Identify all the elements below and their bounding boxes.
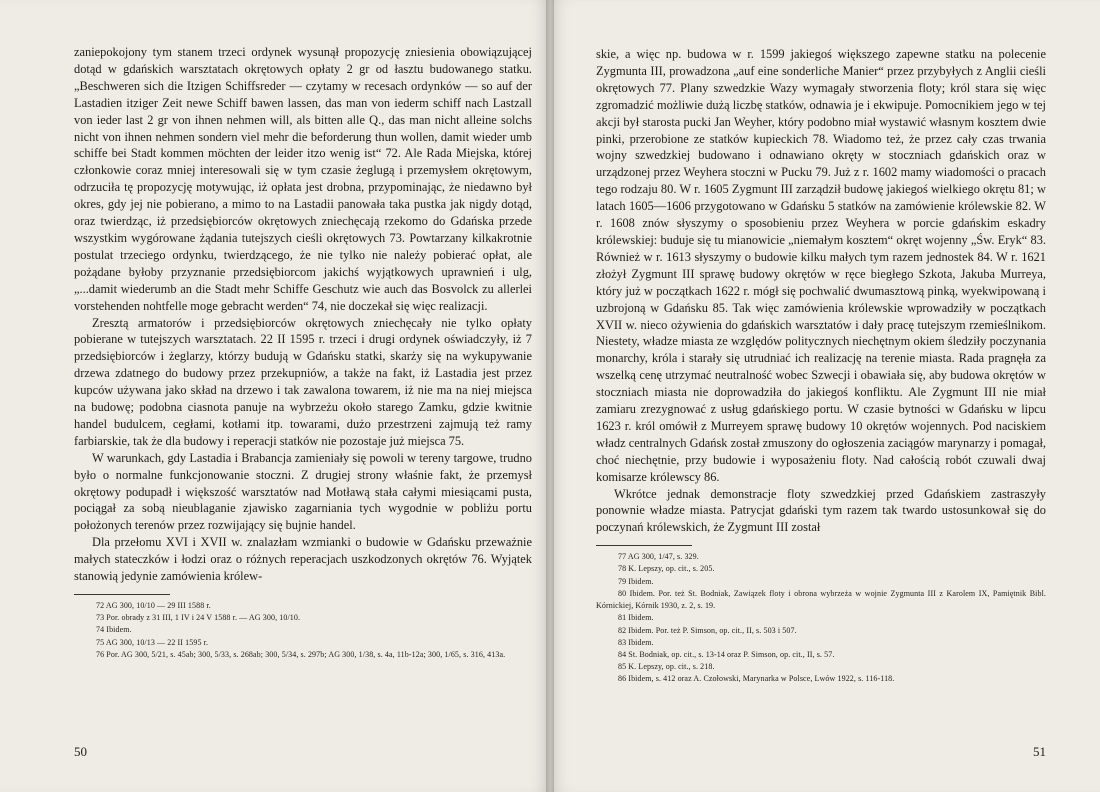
footnote: 83 Ibidem.: [618, 637, 654, 647]
footnote: 86 Ibidem, s. 412 oraz A. Czołowski, Marynarka w Polsce, Lwów 1922, s. 116-118.: [618, 674, 895, 684]
footnote: 80 Ibidem. Por. też St. Bodniak, Zawiązek floty i obrona wybrzeża w wojnie Zygmunta III z Karolem IX, Pamiętnik Bibl. Kórnickiej, Kórnik 1930, z. 2, s. 19.: [596, 588, 1046, 611]
page-number-right: 51: [1033, 744, 1046, 759]
footnote-divider: [596, 545, 692, 546]
right-body-text: [596, 46, 1046, 536]
footnote: 81 Ibidem.: [618, 613, 654, 623]
footnote: 82 Ibidem. Por. też P. Simson, op. cit., II, s. 503 i 507.: [618, 625, 797, 635]
book-gutter: [546, 0, 554, 792]
paragraph: Wkrótce jednak demonstracje floty szwedzkiej przed Gdańskiem zastraszyły ponownie władze miasta. Patrycjat gdański tym razem tak twardo ustosunkował się do poczynań królewskich, że Zygmunt III został: [596, 486, 1046, 535]
left-body-text: [74, 44, 532, 585]
right-page: [550, 0, 1100, 792]
footnote: 74 Ibidem.: [96, 625, 132, 635]
right-footnotes: [596, 551, 1046, 685]
footnote: 77 AG 300, 1/47, s. 329.: [618, 552, 699, 562]
paragraph: zaniepokojony tym stanem trzeci ordynek wysunął propozycję zniesienia obowiązującej dotąd w gdańskich warsztatach okrętowych opłaty 2 gr od łasztu budowanego statku. „Beschweren sich die Itzigen Schiffsreder — czytamy w recesach ordynków — so auf der Lastadien itziger Zeit newe Schiff bawen lassen, das man von iederm schiff nach Lastzall von ieder last 2 gr von ihnen nehmen will, als bitten alle Q., das man nicht alleine solchs nicht von ihnen nehmen sondern viel mehr die beforderung thun wollen, damit wieder umb schiffe bei Stadt kommen möchten der leider itzo wenig ist“ 72. Ale Rada Miejska, której członkowie coraz mniej interesowali się w tym czasie żeglugą i przemysłem okrętowym, odrzuciła tę propozycję motywując, iż opłata jest drobna, przypominając, że niedawno był okres, gdy jej nie pobierano, a mimo to na Lastadii panowała taka pustka jak nigdy dotąd, oraz twierdząc, iż przedsiębiorców okrętowych zniechęcają rzekomo do Gdańska przede wszystkim wygórowane żądania tutejszych cieśli okrętowych 73. Powtarzany kilkakrotnie postulat trzeciego ordynku, twierdzącego, że nie tylko nie należy pobierać opłat, ale pożądane byłoby przyznanie przedsiębiorcom jakichś wyjątkowych uprawnień i ulg, „...damit wiederumb an die Stadt mehr Schiffe Geschutz wie auch das Bosvolck zu allerlei vorstehenden nohtfelle moge gebracht werden“ 74, nie doczekał się więc realizacji.: [74, 45, 532, 313]
footnote-divider: [74, 594, 170, 595]
left-footnotes: [74, 600, 532, 661]
footnote: 79 Ibidem.: [618, 576, 654, 586]
footnote: 85 K. Lepszy, op. cit., s. 218.: [618, 662, 715, 672]
footnote: 84 St. Bodniak, op. cit., s. 13-14 oraz P. Simson, op. cit., II, s. 57.: [618, 649, 835, 659]
paragraph: Zresztą armatorów i przedsiębiorców okrętowych zniechęcały nie tylko opłaty pobierane w tutejszych warsztatach. 22 II 1595 r. trzeci i drugi ordynek oświadczyły, iż 7 przedsiębiorców i żeglarzy, którzy budują w Gdańsku statki, skarży się na wykupywanie drzewa zdatnego do budowy przez przekupniów, a także na fakt, iż Lastadia jest przez kupców używana jako skład na drzewo i tak zawalona towarem, iż nie ma na niej miejsca na budowę; podobna ciasnota panuje na wybrzeżu około starego Zamku, gdzie kwitnie handel budulcem, cegłami, kotłami itp. towarami, dużo przestrzeni zajmują też ramy farbiarskie, tak że dla budowy i reperacji statków nie pozostaje już miejsca 75.: [74, 315, 532, 448]
footnote: 73 Por. obrady z 31 III, 1 IV i 24 V 1588 r. — AG 300, 10/10.: [96, 613, 301, 623]
footnote: 78 K. Lepszy, op. cit., s. 205.: [618, 564, 715, 574]
footnote: 76 Por. AG 300, 5/21, s. 45ab; 300, 5/33, s. 268ab; 300, 5/34, s. 297b; AG 300, 1/38, s. 4a, 11b-12a; 300, 1/65, s. 316, 413a.: [96, 649, 506, 659]
paragraph: W warunkach, gdy Lastadia i Brabancja zamieniały się powoli w tereny targowe, trudno było o normalne funkcjonowanie stoczni. Z drugiej strony właśnie fakt, że przemysł okrętowy podupadł i większość warsztatów nad Motławą stała całymi miesiącami pusta, pociągał za sobą nieublaganie zjawisko zagarniania tych wygodnie w pobliżu portu położonych terenów przez rozwijający się bujnie handel.: [74, 450, 532, 533]
page-number-left: 50: [74, 744, 87, 759]
footnote: 72 AG 300, 10/10 — 29 III 1588 r.: [96, 601, 211, 610]
paragraph: skie, a więc np. budowa w r. 1599 jakiegoś większego zapewne statku na polecenie Zygmunta III, prowadzona „auf eine sonderliche Manier“ przez przybyłych z Anglii cieśli okrętowych 77. Plany szwedzkie Wazy wymagały stworzenia floty; król stara się więc zgromadzić możliwie dużą liczbę statków, odnawia je i ekwipuje. Pomocnikiem jego w tej akcji był starosta pucki Jan Weyher, który podobno miał wystawić własnym kosztem dwie pinki, przerobione ze statków kupieckich 78. Wiadomo też, że przez cały czas trwania wojny szwedzkiej budowano i odnawiano okręty w stoczniach gdańskich oraz w urządzonej przez Weyhera stoczni w Pucku 79. Już z r. 1602 mamy wiadomości o pracach tego rodzaju 80. W r. 1605 Zygmunt III zarządził budowę jakiegoś wielkiego okrętu 81; w latach 1605—1606 przygotowano w Gdańsku 5 statków na zamówienie królewskie 82. W r. 1608 znów słyszymy o sposobieniu przez Weyhera w porcie gdańskim eskadry królewskiej: buduje się tu mianowicie „niemałym kosztem“ okręt wojenny „Św. Eryk“ 83. Również w r. 1613 słyszymy o budowie kilku małych tym razem jednostek 84. W r. 1621 złożył Zygmunt III sprawę budowy okrętów w ręce biegłego Szkota, Jakuba Murreya, który już w początkach 1622 r. mógł się pochwalić dwumasztową pinką, wyekwipowaną i uzbrojoną w Gdańsku 85. Tak więc zamówienia królewskie wprowadziły w początkach XVII w. nieco ożywienia do gdańskich warsztatów i dały pracę tutejszym rzemieślnikom. Niestety, władze miasta ze względów politycznych niechętnym okiem śledziły poczynania monarchy, króla i starały się utrudniać ich realizację na terenie miasta. Rada pragnęła za wszelką cenę utrzymać neutralność wobec Szwecji i obawiała się, aby budowa okrętów w stoczniach miasta nie doprowadziła do jakiegoś konfliktu. Ale Zygmunt III nie miał zamiaru zrezygnować z usług gdańskiego portu. W czasie bytności w Gdańsku w lipcu 1623 r. król omówił z Murreyem sprawę budowy 10 okrętów wojennych. Pod naciskiem władz centralnych Gdańsk został zmuszony do ogłoszenia zaciągów marynarzy i pomagał, choć niechętnie, przy budowie i wyposażeniu floty. Nad całością robót czuwali dwaj komisarze królewscy 86.: [596, 47, 1046, 484]
footnote: 75 AG 300, 10/13 — 22 II 1595 r.: [96, 637, 209, 647]
paragraph: Dla przełomu XVI i XVII w. znalazłam wzmianki o budowie w Gdańsku przeważnie małych stateczków i łodzi oraz o różnych reperacjach uszkodzonych okrętów 76. Wyjątek stanowią jedynie zamówienia królew-: [74, 535, 532, 584]
